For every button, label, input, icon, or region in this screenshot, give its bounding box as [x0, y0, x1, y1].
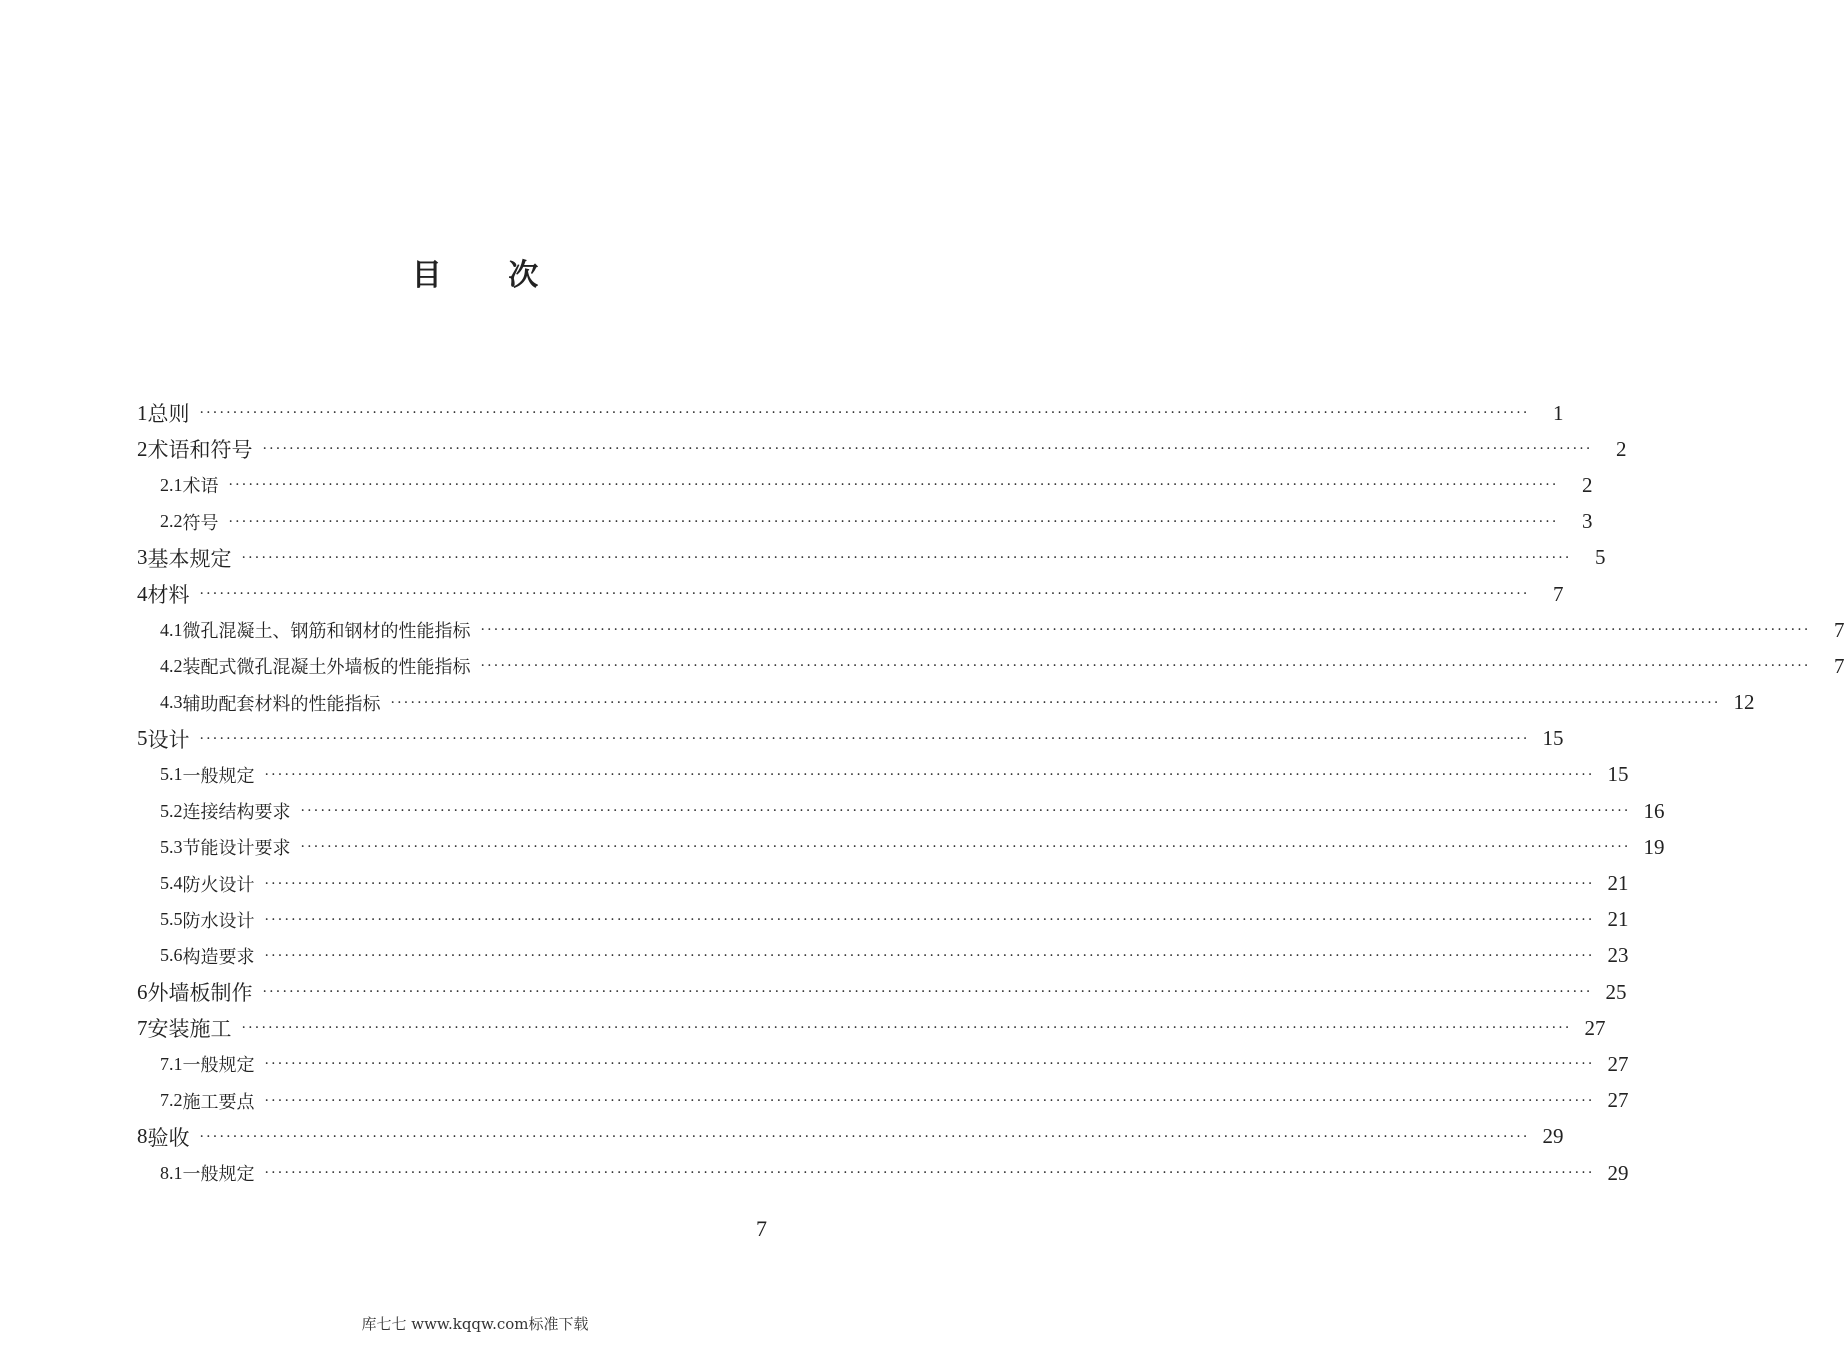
dot-leader: ········································································································································································································ [264, 911, 1595, 928]
toc-entry-title: 术语和符号 [147, 438, 253, 463]
dot-leader: ········································································································································································································ [480, 658, 1811, 675]
toc-entry-title: 验收 [147, 1125, 190, 1150]
toc-entry-number: 7 [137, 1015, 148, 1040]
toc-entry-title: 一般规定 [182, 765, 255, 787]
footer-watermark: 库七七 www.kqqw.com标准下载 [361, 1315, 589, 1333]
toc-entry[interactable] [137, 1083, 1629, 1119]
toc-entry-page: 16 [1643, 798, 1665, 823]
toc-entry-page: 29 [1542, 1124, 1564, 1149]
toc-entry-title: 术语 [182, 476, 219, 498]
toc-entry-number: 7.2 [160, 1090, 183, 1111]
toc-entry-number: 2.1 [160, 474, 183, 495]
toc-entry-title: 安装施工 [147, 1017, 232, 1042]
dot-leader: ········································································································································································································ [264, 947, 1595, 964]
toc-entry-page: 15 [1607, 762, 1629, 787]
toc-entry-number: 7.1 [160, 1053, 183, 1074]
toc-entry-title: 防水设计 [182, 910, 255, 932]
dot-leader: ········································································································································································································ [264, 1165, 1595, 1182]
toc-entry-number: 2.2 [160, 511, 183, 532]
toc-entry[interactable] [137, 829, 1665, 865]
toc-entry[interactable] [137, 1119, 1564, 1155]
toc-entry-page: 7 [1553, 581, 1564, 606]
toc-entry[interactable] [137, 938, 1629, 974]
dot-leader: ········································································································································································································ [262, 984, 1593, 1001]
toc-entry-title: 装配式微孔混凝土外墙板的性能指标 [182, 657, 471, 679]
toc-entry-number: 5.2 [160, 800, 183, 821]
toc-entry-page: 29 [1607, 1160, 1629, 1185]
toc-entry-title: 施工要点 [182, 1091, 255, 1113]
toc-entry-title: 连接结构要求 [182, 802, 291, 824]
page-number: 7 [756, 1216, 767, 1241]
toc-entry-page: 1 [1553, 400, 1564, 425]
toc-entry-page: 27 [1584, 1015, 1606, 1040]
toc-entry-page: 15 [1542, 726, 1564, 751]
toc-entry-page: 23 [1607, 943, 1629, 968]
toc-entry-page: 5 [1595, 545, 1606, 570]
toc-entry-title: 外墙板制作 [147, 981, 253, 1006]
toc-entry-title: 一般规定 [182, 1164, 255, 1186]
toc-entry-page: 7 [1834, 653, 1845, 678]
dot-leader: ········································································································································································································ [264, 1092, 1595, 1109]
dot-leader: ········································································································································································································ [199, 1128, 1530, 1145]
dot-leader: ········································································································································································································ [300, 839, 1631, 856]
toc-entry-title: 一般规定 [182, 1055, 255, 1077]
dot-leader: ········································································································································································································ [199, 586, 1530, 603]
dot-leader: ········································································································································································································ [390, 694, 1721, 711]
dot-leader: ········································································································································································································ [300, 803, 1631, 820]
toc-entry[interactable] [137, 576, 1564, 612]
dot-leader: ········································································································································································································ [480, 622, 1811, 639]
toc-entry-title: 符号 [182, 512, 219, 534]
dot-leader: ········································································································································································································ [264, 1056, 1595, 1073]
toc-entry-title: 防火设计 [182, 874, 255, 896]
toc-entry-page: 3 [1582, 509, 1593, 534]
toc-entry-page: 2 [1616, 436, 1627, 461]
toc-entry-number: 5.6 [160, 945, 183, 966]
toc-entry-number: 5.4 [160, 873, 183, 894]
toc-entry-number: 2 [137, 436, 148, 461]
toc-entry[interactable] [137, 865, 1629, 901]
toc-entry-title: 基本规定 [147, 546, 232, 571]
toc-entry[interactable] [137, 1155, 1629, 1191]
dot-leader: ········································································································································································································ [199, 730, 1530, 747]
dot-leader: ········································································································································································································ [262, 441, 1593, 458]
toc-entry-number: 6 [137, 979, 148, 1004]
dot-leader: ········································································································································································································ [199, 405, 1530, 422]
toc-entry[interactable] [137, 793, 1665, 829]
dot-leader: ········································································································································································································ [228, 513, 1559, 530]
toc-entry[interactable] [137, 721, 1564, 757]
toc-entry[interactable] [137, 1010, 1606, 1046]
toc-entry[interactable] [137, 612, 1845, 648]
toc-entry-number: 5.5 [160, 909, 183, 930]
toc-entry-number: 4 [137, 581, 148, 606]
toc-entry-title: 构造要求 [182, 946, 255, 968]
dot-leader: ········································································································································································································ [241, 549, 1572, 566]
dot-leader: ········································································································································································································ [264, 875, 1595, 892]
toc-entry-page: 7 [1834, 617, 1845, 642]
toc-entry-number: 8.1 [160, 1162, 183, 1183]
toc-entry-page: 2 [1582, 472, 1593, 497]
toc-entry-page: 21 [1607, 871, 1629, 896]
toc-entry[interactable] [137, 1046, 1629, 1082]
toc-entry[interactable] [137, 395, 1564, 431]
toc-entry[interactable] [137, 504, 1593, 540]
toc-entry[interactable] [137, 467, 1593, 503]
toc-entry[interactable] [137, 902, 1629, 938]
toc-entry[interactable] [137, 757, 1629, 793]
toc-entry-number: 4.2 [160, 655, 183, 676]
toc-entry-number: 5.3 [160, 836, 183, 857]
dot-leader: ········································································································································································································ [241, 1020, 1572, 1037]
toc-entry-page: 21 [1607, 907, 1629, 932]
toc-entry[interactable] [137, 540, 1606, 576]
toc-entry-page: 19 [1643, 834, 1665, 859]
toc-entry-title: 设计 [147, 727, 190, 752]
toc-entry-number: 8 [137, 1124, 148, 1149]
toc-entry-page: 12 [1733, 690, 1755, 715]
table-of-contents [137, 395, 1845, 1191]
toc-entry[interactable] [137, 974, 1627, 1010]
toc-entry-number: 5.1 [160, 764, 183, 785]
toc-entry-title: 总则 [147, 402, 190, 427]
toc-entry-page: 27 [1607, 1088, 1629, 1113]
toc-entry-number: 4.1 [160, 619, 183, 640]
toc-entry-number: 3 [137, 545, 148, 570]
page-title: 目 次 [411, 258, 567, 293]
toc-entry-page: 27 [1607, 1051, 1629, 1076]
toc-entry-title: 辅助配套材料的性能指标 [182, 693, 381, 715]
toc-entry-page: 25 [1605, 979, 1627, 1004]
toc-entry-title: 微孔混凝土、钢筋和钢材的性能指标 [182, 621, 471, 643]
toc-entry[interactable] [137, 431, 1627, 467]
dot-leader: ········································································································································································································ [228, 477, 1559, 494]
toc-entry[interactable] [137, 648, 1845, 684]
toc-entry-title: 节能设计要求 [182, 838, 291, 860]
toc-entry-title: 材料 [147, 583, 190, 608]
toc-entry-number: 1 [137, 400, 148, 425]
dot-leader: ········································································································································································································ [264, 766, 1595, 783]
toc-entry-number: 5 [137, 726, 148, 751]
toc-entry-number: 4.3 [160, 692, 183, 713]
toc-entry[interactable] [137, 685, 1755, 721]
